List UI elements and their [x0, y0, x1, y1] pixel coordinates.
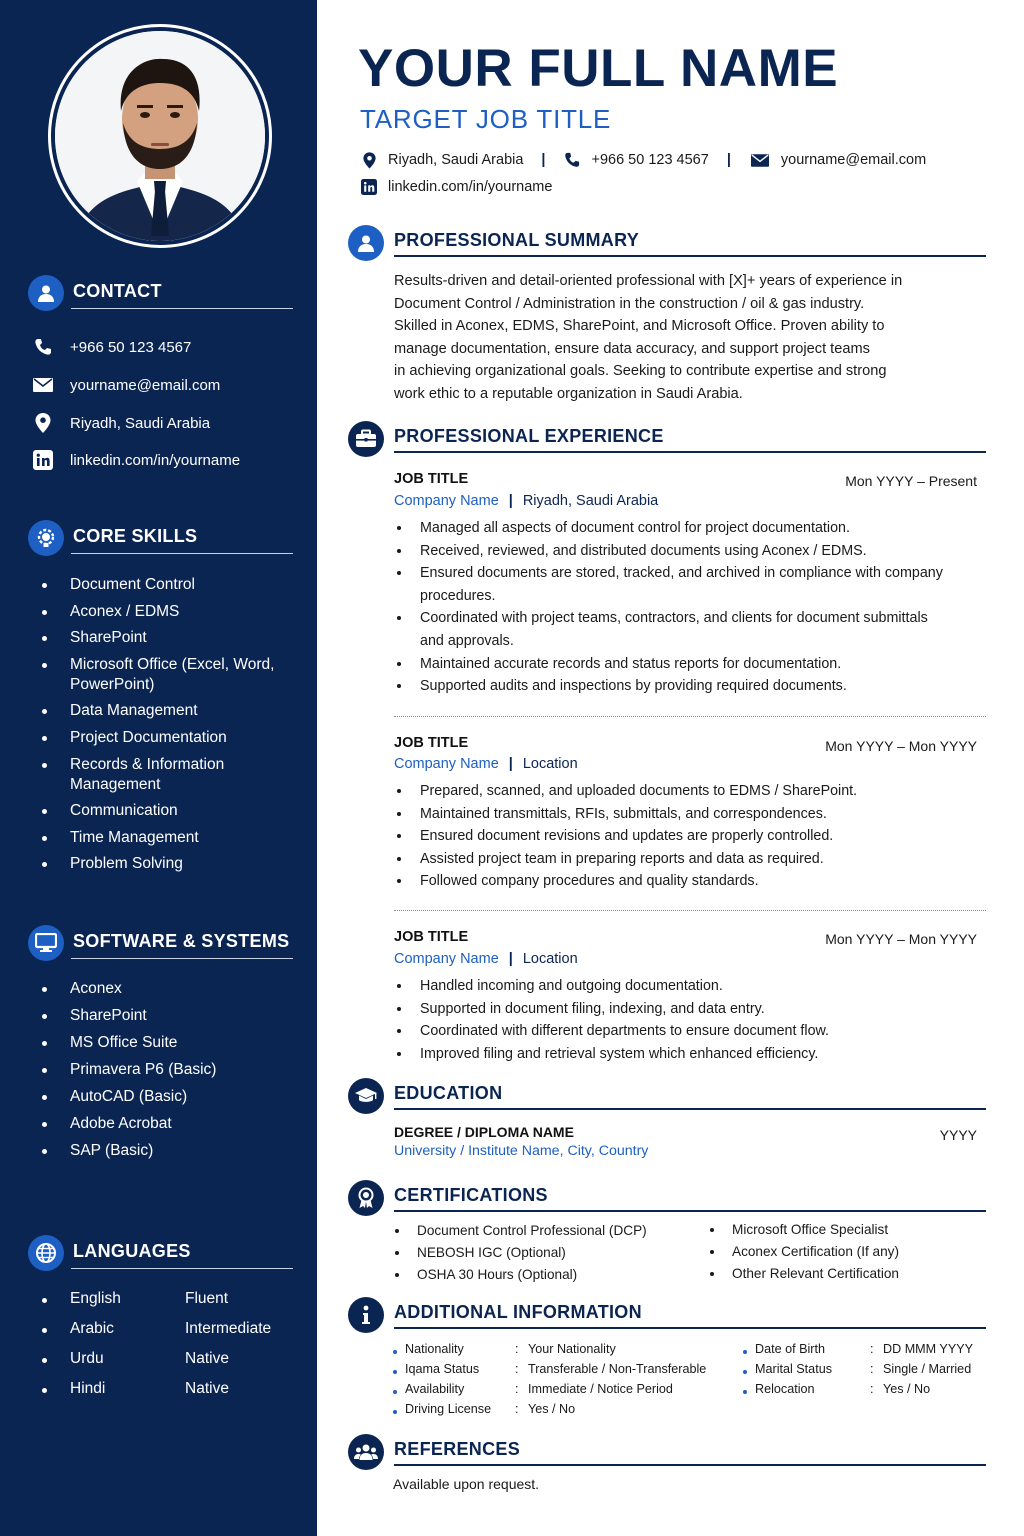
phone-icon [32, 336, 54, 358]
summary-line: Results-driven and detail-oriented professional with [X]+ years of experience in [394, 273, 903, 289]
target-job-title: TARGET JOB TITLE [360, 104, 612, 134]
references-text: Available upon request. [393, 1476, 540, 1492]
contact-linkedin[interactable]: linkedin.com/in/yourname [32, 448, 240, 472]
divider [394, 451, 986, 453]
info-row [393, 1382, 673, 1402]
core-skills-heading [28, 520, 293, 556]
institution-name: University / Institute Name, City, Country [394, 1143, 649, 1159]
user-icon [348, 225, 384, 261]
language-row [40, 1290, 300, 1312]
job-location: Location [522, 756, 578, 772]
divider [71, 958, 293, 959]
languages-heading [28, 1235, 293, 1271]
graduation-cap-icon [348, 1078, 384, 1114]
software-item: SAP (Basic) [40, 1141, 300, 1161]
separator: | [726, 152, 731, 168]
company-name: Company Name [394, 493, 499, 509]
contact-title: CONTACT [73, 281, 162, 301]
summary-line: Document Control / Administration in the construction / oil & gas industry. [394, 295, 865, 312]
info-value: Immediate / Notice Period [528, 1382, 673, 1396]
contact-email[interactable]: yourname@email.com [32, 373, 220, 397]
map-pin-icon [360, 151, 378, 169]
experience-heading [348, 421, 986, 457]
map-pin-icon [32, 412, 54, 434]
phone-icon [563, 151, 581, 169]
software-item: MS Office Suite [40, 1033, 300, 1053]
skill-item: Records & Information Management [40, 755, 300, 795]
language-level: Native [185, 1380, 229, 1397]
linkedin-icon [32, 449, 54, 471]
monitor-icon [28, 925, 64, 961]
info-row [743, 1342, 983, 1362]
job-bullet: Maintained accurate records and status reports for documentation. [394, 653, 954, 676]
contact-location: Riyadh, Saudi Arabia [32, 411, 210, 435]
job-company-line [394, 756, 578, 772]
info-value: Single / Married [883, 1362, 972, 1376]
job-dates: Mon YYYY – Mon YYYY [825, 738, 977, 754]
job-bullet: Assisted project team in preparing reports and data as required. [394, 848, 954, 871]
language-name: Hindi [70, 1380, 106, 1397]
info-key: Relocation [755, 1382, 815, 1396]
envelope-icon [751, 151, 769, 169]
certification-item: NEBOSH IGC (Optional) [393, 1242, 693, 1264]
info-row [743, 1382, 983, 1402]
skill-item: Microsoft Office (Excel, Word, PowerPoint) [40, 655, 300, 695]
header-location: Riyadh, Saudi Arabia [388, 152, 524, 168]
info-colon: : [515, 1362, 519, 1376]
summary-line: in achieving organizational goals. Seeking to contribute expertise and strong [394, 363, 887, 379]
info-colon: : [870, 1362, 874, 1376]
info-colon: : [515, 1382, 519, 1396]
summary-heading [348, 225, 986, 261]
header-email[interactable]: yourname@email.com [780, 152, 927, 168]
language-row [40, 1350, 300, 1372]
certification-item: Document Control Professional (DCP) [393, 1220, 693, 1242]
company-name: Company Name [394, 951, 499, 967]
language-name: Urdu [70, 1350, 104, 1367]
divider [394, 1108, 986, 1110]
summary-line: work ethic to a reputable organization in Saudi Arabia. [394, 385, 743, 402]
software-list [40, 979, 300, 1168]
summary-line: Skilled in Aconex, EDMS, SharePoint, and Microsoft Office. Proven ability to [394, 318, 885, 334]
skill-item: Problem Solving [40, 854, 300, 874]
divider [394, 1210, 986, 1212]
education-title: EDUCATION [394, 1083, 503, 1103]
skill-item: Aconex / EDMS [40, 602, 300, 622]
info-row [393, 1342, 633, 1362]
info-colon: : [870, 1382, 874, 1396]
skill-item: Data Management [40, 701, 300, 721]
languages-title: LANGUAGES [73, 1241, 191, 1261]
degree-name: DEGREE / DIPLOMA NAME [394, 1124, 574, 1140]
person-portrait-icon [55, 31, 265, 241]
software-title: SOFTWARE & SYSTEMS [73, 931, 290, 951]
dotted-divider [394, 910, 986, 911]
job-company-line [394, 951, 578, 967]
experience-title: PROFESSIONAL EXPERIENCE [394, 426, 664, 446]
info-key: Nationality [405, 1342, 464, 1356]
language-name: Arabic [70, 1320, 114, 1337]
lightbulb-gear-icon [28, 520, 64, 556]
divider [71, 1268, 293, 1269]
separator: | [508, 493, 513, 509]
profile-photo-frame [48, 24, 272, 248]
info-value: DD MMM YYYY [883, 1342, 974, 1356]
divider [394, 255, 986, 257]
certifications-right-list [708, 1219, 1008, 1285]
info-value: Transferable / Non-Transferable [528, 1362, 707, 1376]
language-level: Native [185, 1350, 229, 1367]
globe-icon [28, 1235, 64, 1271]
software-item: AutoCAD (Basic) [40, 1087, 300, 1107]
job-bullet: Supported audits and inspections by providing required documents. [394, 675, 954, 698]
references-title: REFERENCES [394, 1439, 521, 1459]
job-location: Location [522, 951, 578, 967]
core-skills-title: CORE SKILLS [73, 526, 198, 546]
skill-item: SharePoint [40, 628, 300, 648]
briefcase-icon [348, 421, 384, 457]
separator: | [508, 756, 513, 772]
software-item: Primavera P6 (Basic) [40, 1060, 300, 1080]
info-colon: : [515, 1342, 519, 1356]
info-key: Driving License [405, 1402, 492, 1416]
language-level: Fluent [185, 1290, 229, 1307]
people-group-icon [348, 1434, 384, 1470]
language-level: Intermediate [185, 1320, 272, 1337]
info-row [393, 1402, 633, 1422]
references-heading [348, 1434, 986, 1470]
job-bullet: Supported in document filing, indexing, and data entry. [394, 998, 954, 1021]
software-item: SharePoint [40, 1006, 300, 1026]
job-dates: Mon YYYY – Present [845, 473, 977, 489]
header-linkedin-line[interactable] [360, 176, 552, 198]
core-skills-list [40, 575, 300, 881]
job-bullets [394, 517, 954, 698]
job-bullet: Coordinated with project teams, contractors, and clients for document submittals and approvals. [394, 607, 954, 652]
job-location: Riyadh, Saudi Arabia [522, 493, 659, 509]
user-icon [28, 275, 64, 311]
job-bullet: Handled incoming and outgoing documentation. [394, 975, 954, 998]
skill-item: Time Management [40, 828, 300, 848]
job-bullet: Managed all aspects of document control for project documentation. [394, 517, 954, 540]
language-row [40, 1380, 300, 1402]
job-bullet: Prepared, scanned, and uploaded documents to EDMS / SharePoint. [394, 780, 954, 803]
separator: | [541, 152, 546, 168]
skill-item: Project Documentation [40, 728, 300, 748]
education-heading [348, 1078, 986, 1114]
language-name: English [70, 1290, 121, 1307]
job-bullet: Received, reviewed, and distributed documents using Aconex / EDMS. [394, 540, 954, 563]
certification-item: Other Relevant Certification [708, 1263, 1008, 1285]
info-row [393, 1362, 707, 1382]
job-dates: Mon YYYY – Mon YYYY [825, 931, 977, 947]
info-value: Yes / No [528, 1402, 576, 1416]
job-bullet: Ensured documents are stored, tracked, and archived in compliance with company procedures. [394, 562, 954, 607]
info-row [743, 1362, 983, 1382]
info-key: Marital Status [755, 1362, 832, 1376]
info-value: Yes / No [883, 1382, 931, 1396]
full-name: YOUR FULL NAME [358, 39, 839, 98]
additional-info-heading [348, 1297, 986, 1333]
header-contact-line [360, 149, 926, 171]
summary-text [394, 270, 954, 405]
job-company-line [394, 493, 658, 509]
job-bullet: Coordinated with different departments to ensure document flow. [394, 1020, 954, 1043]
linkedin-icon [360, 178, 378, 196]
dotted-divider [394, 716, 986, 717]
sidebar [0, 0, 317, 1536]
software-item: Adobe Acrobat [40, 1114, 300, 1134]
job-bullets [394, 975, 954, 1065]
divider [394, 1464, 986, 1466]
info-key: Date of Birth [755, 1342, 825, 1356]
skill-item: Document Control [40, 575, 300, 595]
info-value: Your Nationality [528, 1342, 616, 1356]
additional-info-title: ADDITIONAL INFORMATION [394, 1302, 642, 1322]
company-name: Company Name [394, 756, 499, 772]
profile-photo [55, 31, 265, 241]
info-colon: : [515, 1402, 519, 1416]
info-key: Availability [405, 1382, 465, 1396]
job-bullet: Maintained transmittals, RFIs, submittals, and correspondences. [394, 803, 954, 826]
contact-heading [28, 275, 293, 311]
divider [71, 308, 293, 309]
divider [394, 1327, 986, 1329]
job-bullet: Followed company procedures and quality standards. [394, 870, 954, 893]
certifications-left-list [393, 1220, 693, 1286]
summary-line: manage documentation, ensure data accuracy, and support project teams [394, 340, 870, 357]
info-key: Iqama Status [405, 1362, 480, 1376]
info-colon: : [870, 1342, 874, 1356]
certification-item: OSHA 30 Hours (Optional) [393, 1264, 693, 1286]
job-bullet: Ensured document revisions and updates are properly controlled. [394, 825, 954, 848]
certification-item: Aconex Certification (If any) [708, 1241, 1008, 1263]
graduation-year: YYYY [939, 1127, 977, 1143]
envelope-icon [32, 374, 54, 396]
certifications-title: CERTIFICATIONS [394, 1185, 548, 1205]
summary-title: PROFESSIONAL SUMMARY [394, 230, 640, 250]
certifications-heading [348, 1180, 986, 1216]
award-ribbon-icon [348, 1180, 384, 1216]
job-title: JOB TITLE [394, 929, 469, 945]
software-item: Aconex [40, 979, 300, 999]
divider [71, 553, 293, 554]
contact-phone[interactable]: +966 50 123 4567 [32, 335, 191, 359]
skill-item: Communication [40, 801, 300, 821]
header-phone[interactable]: +966 50 123 4567 [591, 152, 709, 168]
certification-item: Microsoft Office Specialist [708, 1219, 1008, 1241]
software-heading [28, 925, 293, 961]
job-title: JOB TITLE [394, 471, 469, 487]
header-linkedin: linkedin.com/in/yourname [388, 179, 553, 195]
job-title: JOB TITLE [394, 735, 469, 751]
job-bullet: Improved filing and retrieval system which enhanced efficiency. [394, 1043, 954, 1066]
job-bullets [394, 780, 954, 893]
language-row [40, 1320, 300, 1342]
separator: | [508, 951, 513, 967]
info-icon [348, 1297, 384, 1333]
